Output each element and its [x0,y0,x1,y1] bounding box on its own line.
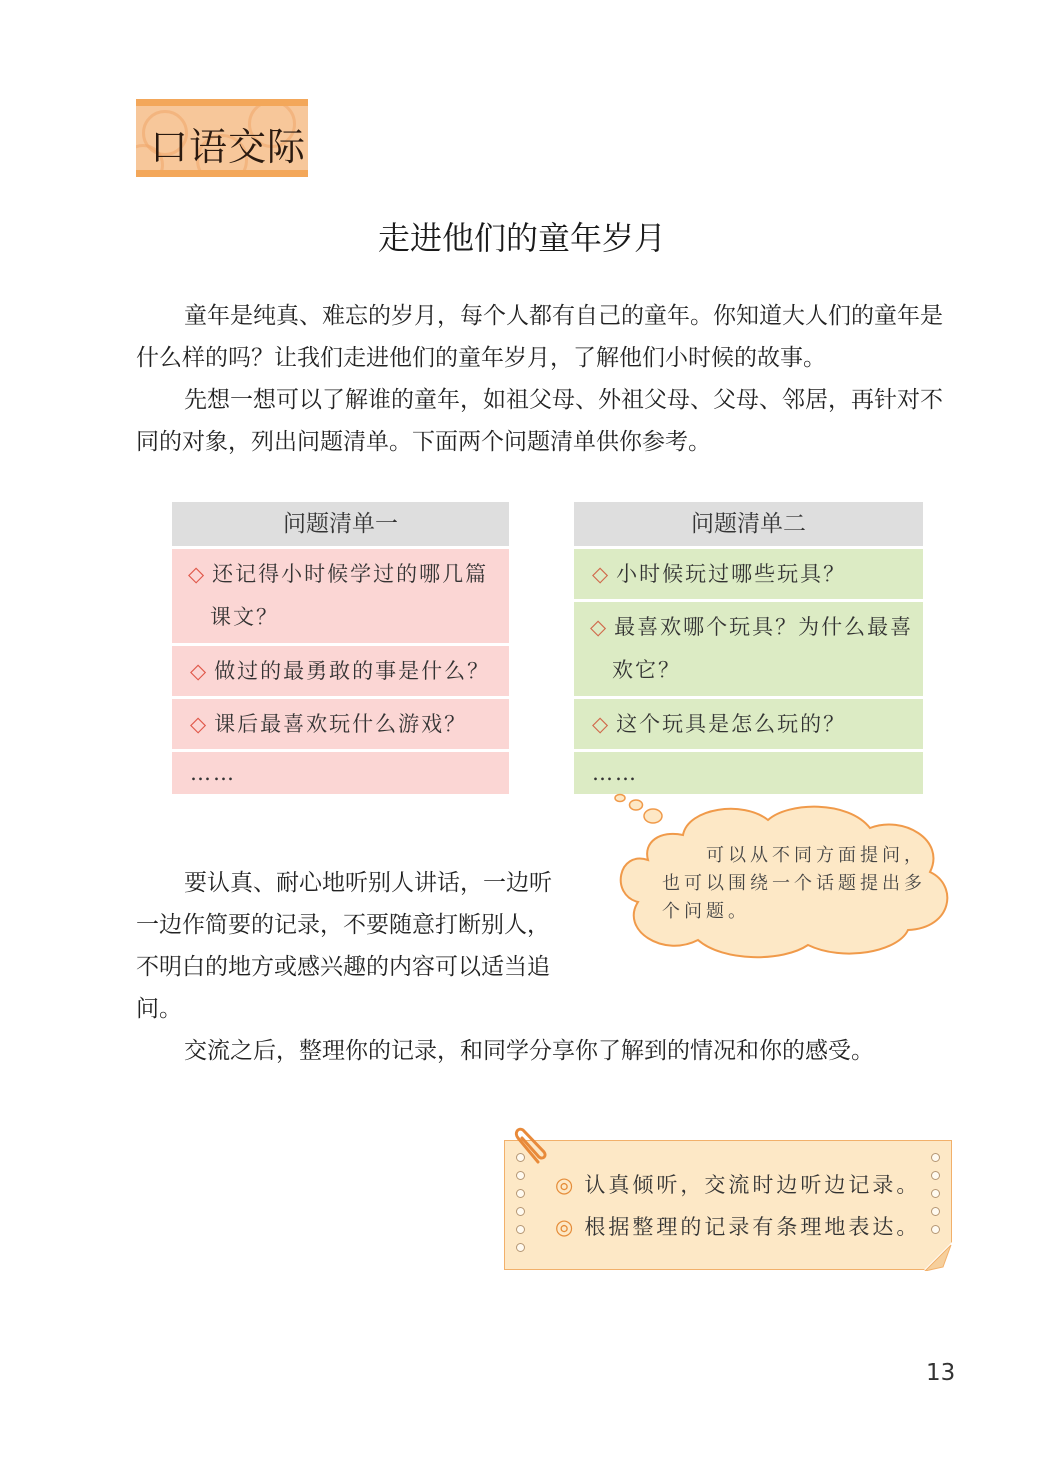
banner-label: 口语交际 [150,125,307,169]
listening-paragraph: 要认真、耐心地听别人讲话，一边听一边作简要的记录，不要随意打断别人，不明白的地方或感兴趣的内容可以适当追问。 [136,870,552,1022]
note-card [504,1140,952,1270]
question-list-1-header: 问题清单一 [172,502,509,546]
summary-paragraph: 交流之后，整理你的记录，和同学分享你了解到的情况和你的感受。 [184,1038,874,1064]
diamond-bullet-icon: ◇ [590,615,609,639]
question-list-1 [172,502,509,794]
question-list-2-header: 问题清单二 [574,502,923,546]
diamond-bullet-icon: ◇ [592,562,611,586]
circle-bullet-icon: ◎ [555,1215,577,1239]
diamond-bullet-icon: ◇ [188,562,207,586]
list-item: ◇ 做过的最勇敢的事是什么？ [172,646,509,696]
diamond-bullet-icon: ◇ [592,712,611,736]
tip-text: 可以从不同方面提问，也可以围绕一个话题提出多个问题。 [662,845,926,922]
circle-bullet-icon: ◎ [555,1173,577,1197]
list-item: ◇ 这个玩具是怎么玩的？ [574,699,923,749]
question-list-2 [574,502,923,794]
list-item: ◇ 还记得小时候学过的哪几篇课文？ [172,549,509,643]
intro-paragraph-2: 先想一想可以了解谁的童年，如祖父母、外祖父母、父母、邻居，再针对不同的对象，列出问题清单。下面两个问题清单供你参考。 [136,387,943,455]
page-title: 走进他们的童年岁月 [377,219,666,257]
note-item: ◎ 根据整理的记录有条理地表达。 [555,1215,921,1239]
folded-corner-icon [923,1241,953,1271]
diamond-bullet-icon: ◇ [190,659,209,683]
intro-paragraph-1: 童年是纯真、难忘的岁月，每个人都有自己的童年。你知道大人们的童年是什么样的吗？让我们走进他们的童年岁月，了解他们小时候的故事。 [136,303,943,371]
list-item: ◇ 课后最喜欢玩什么游戏？ [172,699,509,749]
section-banner [136,99,308,177]
paperclip-icon [508,1122,554,1168]
note-item: ◎ 认真倾听，交流时边听边记录。 [555,1173,921,1197]
list-item: ◇ 小时候玩过哪些玩具？ [574,549,923,599]
list-item: ◇ 最喜欢哪个玩具？为什么最喜欢它？ [574,602,923,696]
list-ellipsis: …… [172,752,509,794]
list-ellipsis: …… [574,752,923,794]
diamond-bullet-icon: ◇ [190,712,209,736]
page-number: 13 [926,1360,956,1386]
